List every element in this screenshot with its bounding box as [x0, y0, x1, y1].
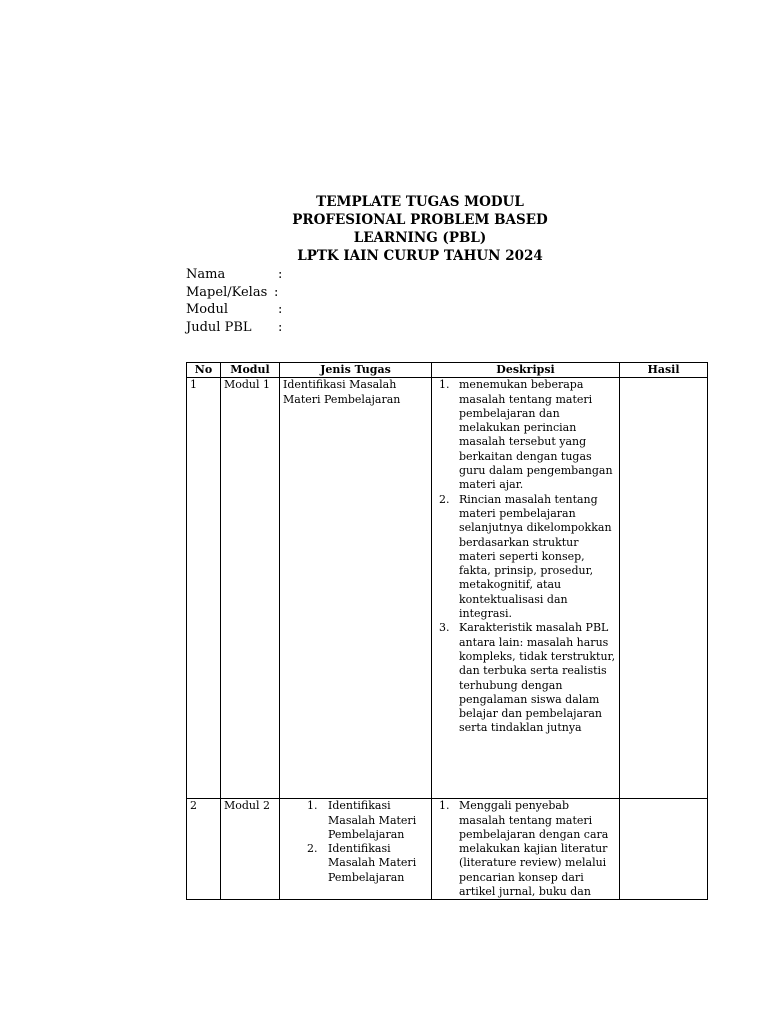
- cell-no: 1: [187, 378, 221, 799]
- list-number: 2.: [307, 842, 318, 856]
- field-label: Mapel/Kelas: [186, 284, 268, 300]
- document-title: [186, 193, 654, 265]
- cell-jenis-tugas: [280, 799, 432, 900]
- task-table: [186, 362, 708, 900]
- list-number: 3.: [439, 621, 450, 635]
- list-text: Identifikasi Masalah Materi Pembelajaran: [328, 799, 417, 841]
- list-text: menemukan beberapa masalah tentang materi pembelajaran dan melakukan perincian masalah tersebut yang berkaitan dengan tugas guru dalam pengembangan materi ajar.: [459, 378, 613, 492]
- field-label: Nama: [186, 267, 226, 282]
- list-item: [435, 493, 616, 622]
- cell-modul: Modul 1: [221, 378, 280, 799]
- list-number: 1.: [439, 799, 450, 813]
- field-label: Judul PBL: [186, 319, 252, 335]
- list-text: Identifikasi Masalah Materi Pembelajaran: [328, 842, 417, 884]
- cell-modul: Modul 2: [221, 799, 280, 900]
- title-line-3: LEARNING (PBL): [353, 230, 487, 246]
- header-hasil: Hasil: [620, 363, 708, 378]
- list-text: Rincian masalah tentang materi pembelajaran selanjutnya dikelompokkan berdasarkan struktur materi seperti konsep, fakta, prinsip, prosedur, metakognitif, atau kontektualisasi dan integrasi.: [459, 492, 612, 621]
- title-line-2: PROFESIONAL PROBLEM BASED: [292, 212, 548, 228]
- list-text: Karakteristik masalah PBL antara lain: masalah harus kompleks, tidak terstruktur, dan terbuka serta realistis terhubung dengan pengalaman siswa dalam belajar dan pembelajaran serta tindaklan jutnya: [459, 621, 616, 735]
- list-item: [283, 799, 428, 842]
- cell-hasil: [620, 378, 708, 799]
- field-colon: :: [278, 267, 283, 282]
- list-item: [435, 621, 616, 735]
- list-number: 2.: [439, 492, 450, 506]
- deskripsi-list: [435, 378, 616, 735]
- list-item: [435, 799, 616, 899]
- cell-jenis-tugas: Identifikasi Masalah Materi Pembelajaran: [280, 378, 432, 799]
- table-row: [187, 799, 708, 900]
- header-no: No: [187, 363, 221, 378]
- header-deskripsi: Deskripsi: [432, 363, 620, 378]
- cell-deskripsi: [432, 378, 620, 799]
- cell-no: 2: [187, 799, 221, 900]
- field-colon: :: [274, 284, 279, 300]
- table-row: [187, 378, 708, 799]
- title-line-4: LPTK IAIN CURUP TAHUN 2024: [297, 248, 543, 264]
- title-line-1: TEMPLATE TUGAS MODUL: [316, 194, 524, 210]
- header-jenis-tugas: Jenis Tugas: [280, 363, 432, 378]
- table-header-row: [187, 363, 708, 378]
- cell-deskripsi: [432, 799, 620, 900]
- field-colon: :: [278, 319, 283, 335]
- header-modul: Modul: [221, 363, 280, 378]
- list-number: 1.: [439, 378, 450, 392]
- field-colon: :: [278, 302, 283, 317]
- field-label: Modul: [186, 302, 228, 317]
- list-text: Menggali penyebab masalah tentang materi pembelajaran dengan cara melakukan kajian literatur (literature review) melalui pencarian konsep dari artikel jurnal, buku dan: [459, 799, 609, 899]
- cell-hasil: [620, 799, 708, 900]
- deskripsi-list: [435, 799, 616, 899]
- jenis-tugas-list: [283, 799, 428, 885]
- list-item: [283, 842, 428, 885]
- list-item: [435, 378, 616, 492]
- list-number: 1.: [307, 799, 318, 813]
